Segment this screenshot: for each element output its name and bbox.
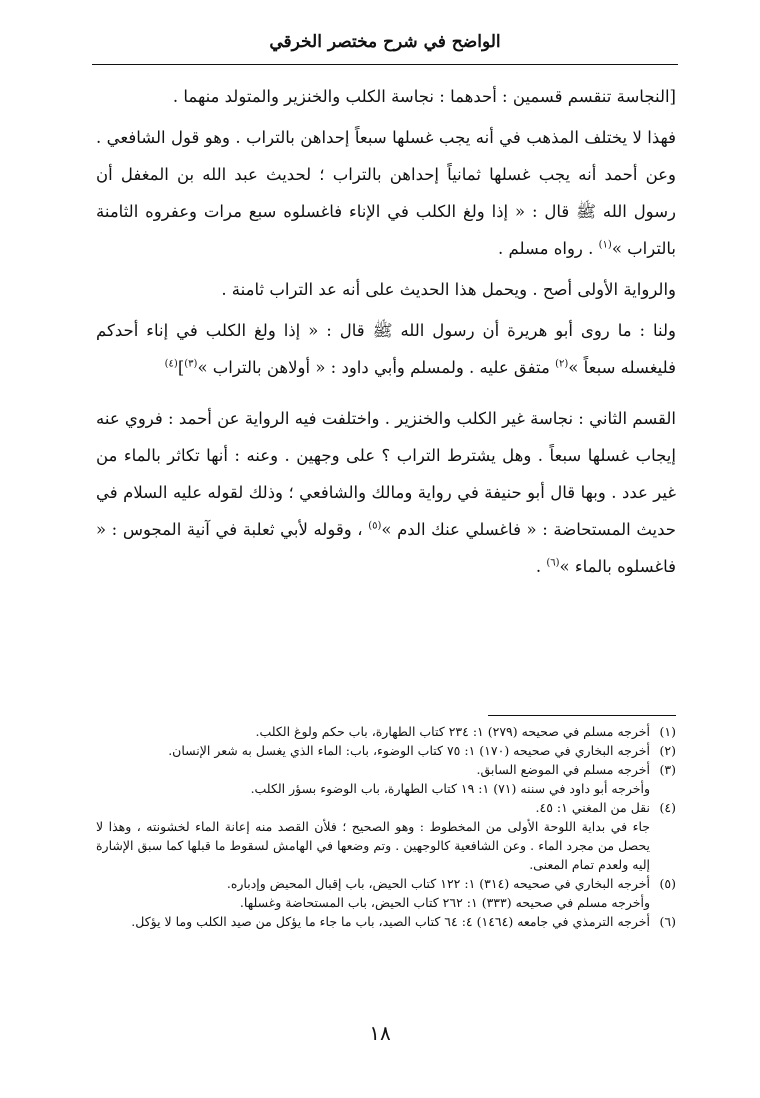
- header-rule: [92, 64, 678, 65]
- footnote-text: أخرجه مسلم في صحيحه (٢٧٩) ١: ٢٣٤ كتاب الطهارة، باب حكم ولوغ الكلب.: [255, 724, 650, 739]
- main-text: [96, 78, 676, 585]
- footnote-3-continuation: [96, 779, 676, 798]
- footnote-5: [96, 874, 676, 893]
- paragraph-2: [96, 119, 676, 267]
- running-header: الواضح في شرح مختصر الخرقي: [269, 32, 501, 52]
- footnote-ref-5[interactable]: (٥): [368, 520, 382, 532]
- footnote-number: (٤): [659, 800, 676, 815]
- paragraph-4-tail: ]: [177, 358, 185, 377]
- footnote-separator: [488, 715, 676, 716]
- footnote-text: أخرجه الترمذي في جامعه (١٤٦٤) ٤: ٦٤ كتاب الصيد، باب ما جاء ما يؤكل من صيد الكلب وما لا يؤكل.: [131, 914, 650, 929]
- footnote-number: (٢): [659, 743, 676, 758]
- footnote-ref-4[interactable]: (٤): [164, 358, 178, 370]
- paragraph-5-tail: .: [535, 557, 547, 576]
- footnote-text: أخرجه البخاري في صحيحه (٣١٤) ١: ١٢٢ كتاب الحيض، باب إقبال المحيض وإدباره.: [226, 876, 650, 891]
- paragraph-2-tail: . رواه مسلم .: [497, 239, 599, 258]
- footnote-ref-2[interactable]: (٢): [555, 358, 569, 370]
- footnote-text: أخرجه البخاري في صحيحه (١٧٠) ١: ٧٥ كتاب الوضوء، باب: الماء الذي يغسل به شعر الإنسان.: [168, 743, 650, 758]
- footnote-3: [96, 760, 676, 779]
- page-number: ١٨: [369, 1021, 391, 1045]
- footnote-text: جاء في بداية اللوحة الأولى من المخطوط : وهو الصحيح ؛ فلأن القصد منه إعانة الماء لخشونته ، وهذا لا يحصل من مجرد الماء . وعن الشافعية كالوجهين . وتم وضعها في الهامش لسقوط ما قبلها كما سبق الإشارة إليه ولعدم تمام المعنى.: [96, 819, 650, 872]
- footnote-ref-1[interactable]: (١): [598, 239, 612, 251]
- paragraph-1: [النجاسة تنقسم قسمين : أحدهما : نجاسة الكلب والخنزير والمتولد منهما .: [172, 87, 676, 106]
- footnote-4-continuation: [96, 817, 676, 874]
- footnote-text: وأخرجه أبو داود في سننه (٧١) ١: ١٩ كتاب الطهارة، باب الوضوء بسؤر الكلب.: [250, 781, 650, 796]
- paragraph-5-text: القسم الثاني : نجاسة غير الكلب والخنزير . واختلفت فيه الرواية عن أحمد : فروي عنه إيجاب غسلها سبعاً . وهل يشترط التراب ؟ على وجهين . وعنه : أنها تكاثر بالماء من غير عدد . وبها قال أبو حنيفة في رواية ومالك والشافعي ؛ وذلك لقوله عليه السلام في حديث المستحاضة : « فاغسلي عنك الدم »: [96, 409, 676, 539]
- footnotes: [96, 722, 676, 931]
- footnote-ref-6[interactable]: (٦): [546, 557, 560, 569]
- footnote-2: [96, 741, 676, 760]
- paragraph-2-text: فهذا لا يختلف المذهب في أنه يجب غسلها سبعاً إحداهن بالتراب . وهو قول الشافعي . وعن أحمد أنه يجب غسلها ثمانياً إحداهن بالتراب ؛ لحديث عبد الله بن المغفل أن رسول الله ﷺ قال : « إذا ولغ الكلب في الإناء فاغسلوه سبع مرات وعفروه الثامنة بالتراب »: [96, 128, 676, 258]
- footnote-4: [96, 798, 676, 817]
- paragraph-4-text: ولنا : ما روى أبو هريرة أن رسول الله ﷺ قال : « إذا ولغ الكلب في إناء أحدكم فليغسله سبعاً »: [96, 321, 676, 377]
- footnote-text: نقل من المغني ١: ٤٥.: [535, 800, 650, 815]
- footnote-5-continuation: [96, 893, 676, 912]
- footnote-ref-3[interactable]: (٣): [184, 358, 198, 370]
- footnote-6: [96, 912, 676, 931]
- paragraph-5: [96, 400, 676, 585]
- paragraph-4-mid: متفق عليه . ولمسلم وأبي داود : « أولاهن بالتراب »: [197, 358, 556, 377]
- footnote-number: (٥): [659, 876, 676, 891]
- footnote-text: وأخرجه مسلم في صحيحه (٣٣٣) ١: ٢٦٢ كتاب الحيض، باب المستحاضة وغسلها.: [239, 895, 650, 910]
- paragraph-5-mid: ، وقوله لأبي ثعلبة في آنية المجوس : « فاغسلوه بالماء »: [96, 520, 676, 576]
- footnote-text: أخرجه مسلم في الموضع السابق.: [476, 762, 650, 777]
- paragraph-3: والرواية الأولى أصح . ويحمل هذا الحديث على أنه عد التراب ثامنة .: [221, 280, 676, 299]
- footnote-number: (٦): [659, 914, 676, 929]
- footnote-number: (١): [659, 724, 676, 739]
- footnote-number: (٣): [659, 762, 676, 777]
- paragraph-4: [96, 312, 676, 386]
- footnote-1: [96, 722, 676, 741]
